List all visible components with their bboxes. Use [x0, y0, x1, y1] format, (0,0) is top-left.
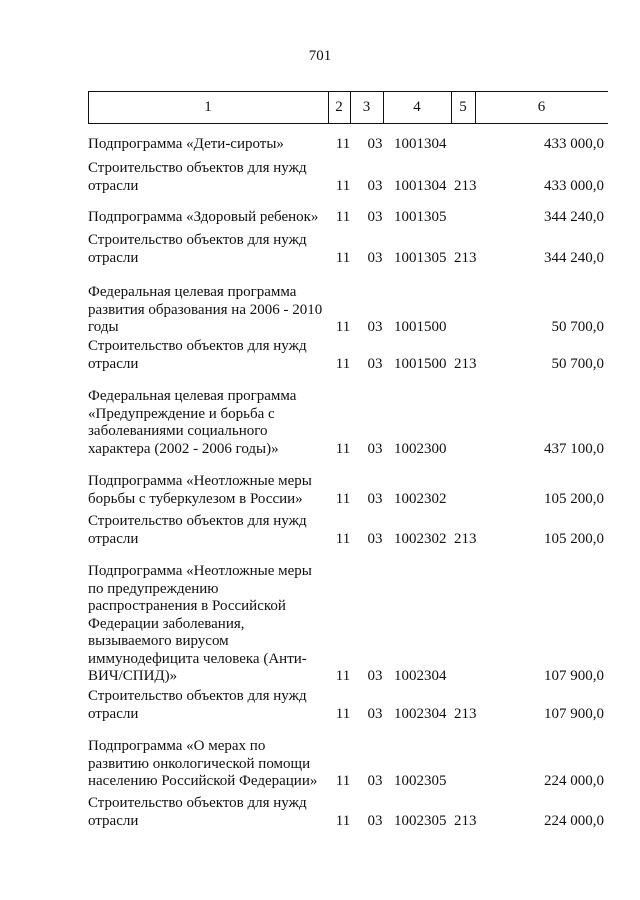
row-name-line: развития образования на 2006 - 2010	[88, 301, 323, 318]
row-name	[88, 563, 323, 686]
row-c5: 213	[454, 812, 477, 829]
row-c6: 50 700,0	[551, 355, 604, 372]
row-c6: 107 900,0	[544, 705, 604, 722]
row-c3: 03	[367, 530, 383, 547]
row-name-line: Подпрограмма «Неотложные меры	[88, 563, 312, 579]
header-col-4: 4	[413, 99, 421, 115]
row-c3: 03	[367, 668, 383, 684]
row-c5: 213	[454, 177, 477, 194]
row-name	[88, 473, 323, 508]
row-c2: 11	[335, 705, 351, 722]
row-c4: 1001500	[394, 355, 447, 372]
row-c4: 1002302	[394, 530, 447, 547]
row-c4: 1002305	[394, 812, 447, 829]
row-name-line: ВИЧ/СПИД)»	[88, 668, 178, 684]
row-c5: 213	[454, 530, 477, 547]
header-col-5: 5	[459, 99, 467, 115]
row-name	[88, 795, 323, 830]
row-c5: 213	[454, 355, 477, 372]
row-name	[88, 738, 323, 791]
row-name-line: борьбы с туберкулезом в России»	[88, 490, 303, 507]
row-name	[88, 284, 323, 337]
header-col-1: 1	[204, 99, 212, 115]
row-c2: 11	[335, 812, 351, 829]
row-c3: 03	[367, 490, 383, 507]
row-c2: 11	[335, 177, 351, 194]
row-c5: 213	[454, 705, 477, 722]
row-c3: 03	[367, 249, 383, 266]
row-name-line: отрасли	[88, 355, 139, 372]
row-c2: 11	[335, 490, 351, 507]
row-name-line: Строительство объектов для нужд	[88, 338, 307, 354]
row-c6: 50 700,0	[551, 319, 604, 335]
row-name-line: Строительство объектов для нужд	[88, 513, 307, 529]
row-name-line: характера (2002 - 2006 годы)»	[88, 440, 279, 457]
row-c3: 03	[367, 773, 383, 789]
row-c4: 1002302	[394, 490, 447, 507]
row-name-line: годы	[88, 319, 119, 335]
row-c6: 344 240,0	[544, 209, 604, 225]
row-c3: 03	[367, 355, 383, 372]
row-name-line: Строительство объектов для нужд	[88, 232, 307, 248]
row-name	[88, 388, 323, 458]
row-name-line: отрасли	[88, 812, 139, 829]
row-c6: 224 000,0	[544, 773, 604, 789]
table-header	[88, 91, 608, 124]
row-c6: 433 000,0	[544, 177, 604, 194]
row-name-line: отрасли	[88, 249, 139, 266]
row-name-line: вызываемого вирусом	[88, 633, 229, 649]
row-name-line: Федерации заболевания,	[88, 615, 245, 632]
row-c4: 1001305	[394, 249, 447, 266]
row-c6: 433 000,0	[544, 136, 604, 152]
row-c2: 11	[335, 530, 351, 547]
row-c4: 1001305	[394, 209, 447, 225]
row-c3: 03	[367, 136, 383, 152]
row-name-line: Федеральная целевая программа	[88, 284, 297, 300]
row-name	[88, 338, 323, 373]
row-c4: 1002300	[394, 440, 447, 457]
row-c3: 03	[367, 705, 383, 722]
row-name	[88, 209, 323, 227]
row-name-line: отрасли	[88, 530, 139, 547]
row-name-line: Строительство объектов для нужд	[88, 795, 307, 811]
row-name-line: отрасли	[88, 177, 139, 194]
row-name	[88, 513, 323, 548]
row-name-line: Подпрограмма «Дети-сироты»	[88, 136, 284, 152]
row-c6: 344 240,0	[544, 249, 604, 266]
row-c4: 1001304	[394, 136, 447, 152]
row-name-line: распространения в Российской	[88, 598, 286, 614]
row-c2: 11	[335, 440, 351, 457]
row-c2: 11	[335, 209, 351, 225]
row-c5: 213	[454, 249, 477, 266]
row-c6: 105 200,0	[544, 530, 604, 547]
row-c4: 1002304	[394, 705, 447, 722]
row-name-line: населению Российской Федерации»	[88, 773, 318, 789]
row-c3: 03	[367, 177, 383, 194]
header-col-2: 2	[335, 99, 343, 115]
row-c6: 107 900,0	[544, 668, 604, 684]
row-c4: 1001500	[394, 319, 447, 335]
row-c6: 437 100,0	[544, 440, 604, 457]
row-name-line: Федеральная целевая программа	[88, 388, 297, 404]
row-c2: 11	[335, 668, 351, 684]
row-name-line: «Предупреждение и борьба с	[88, 405, 275, 422]
row-name-line: Подпрограмма «Неотложные меры	[88, 473, 312, 489]
row-c2: 11	[335, 355, 351, 372]
header-col-6: 6	[537, 99, 546, 115]
row-c2: 11	[335, 773, 351, 789]
row-name-line: заболеваниями социального	[88, 423, 268, 439]
row-name	[88, 160, 323, 195]
row-name-line: Подпрограмма «Здоровый ребенок»	[88, 209, 319, 225]
row-c4: 1002305	[394, 773, 447, 789]
row-name-line: по предупреждению	[88, 580, 219, 597]
row-c3: 03	[367, 440, 383, 457]
row-c3: 03	[367, 209, 383, 225]
row-c3: 03	[367, 319, 383, 335]
row-name	[88, 136, 323, 154]
row-c3: 03	[367, 812, 383, 829]
row-c4: 1002304	[394, 668, 447, 684]
row-c2: 11	[335, 319, 351, 335]
row-name-line: Подпрограмма «О мерах по	[88, 738, 266, 754]
row-c6: 224 000,0	[544, 812, 604, 829]
row-name	[88, 688, 323, 723]
row-name-line: отрасли	[88, 705, 139, 722]
row-c2: 11	[335, 249, 351, 266]
row-name-line: Строительство объектов для нужд	[88, 688, 307, 704]
page-number: 701	[308, 48, 332, 64]
row-c6: 105 200,0	[544, 490, 604, 507]
header-col-3: 3	[362, 99, 371, 115]
row-c4: 1001304	[394, 177, 447, 194]
row-name-line: развитию онкологической помощи	[88, 755, 311, 772]
row-name-line: иммунодефицита человека (Анти-	[88, 650, 307, 667]
row-name-line: Строительство объектов для нужд	[88, 160, 307, 176]
row-name	[88, 232, 323, 267]
row-c2: 11	[335, 136, 351, 152]
